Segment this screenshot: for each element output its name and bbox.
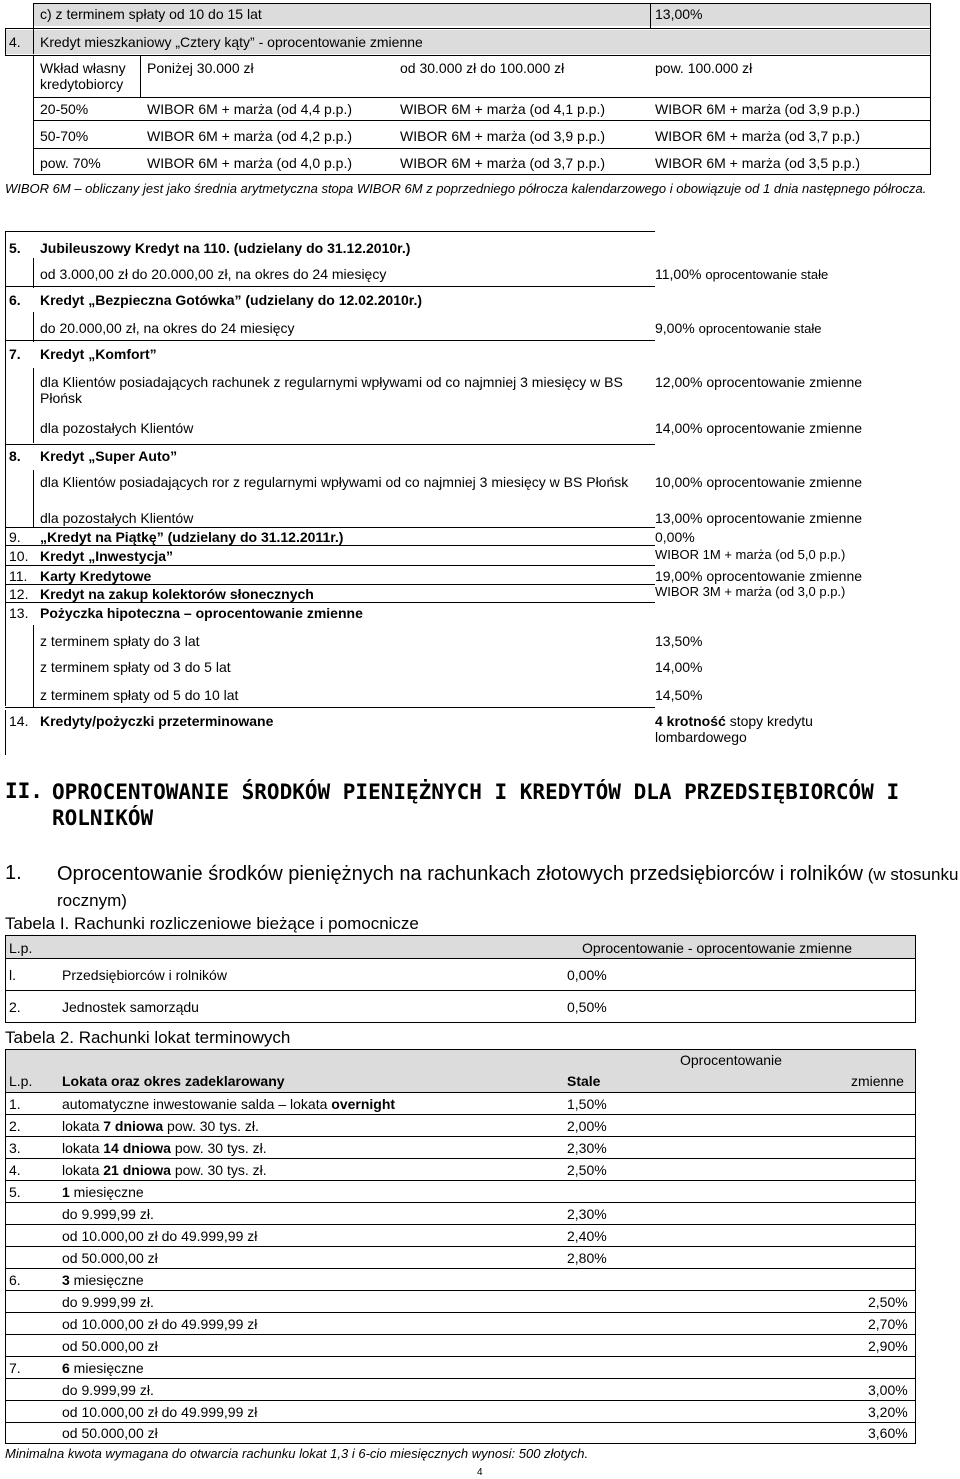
item7-rate1: 12,00% oprocentowanie zmienne	[655, 374, 863, 390]
wibor-note: WIBOR 6M – obliczany jest jako średnia arytmetyczna stopa WIBOR 6M z poprzedniego półrocza kalendarzowego i obowiązuje od 1 dnia następnego półrocza.	[5, 181, 927, 196]
tabela2-subrow-name: od 10.000,00 zł do 49.999,99 zł	[62, 1316, 258, 1332]
tabela2-row-lp: 1.	[9, 1096, 21, 1112]
tabela2-row-name-bold: 21 dniowa	[103, 1162, 171, 1178]
section2-number: II.	[5, 779, 43, 803]
tabela2-row-name	[62, 1096, 395, 1112]
tabela2-row-name-post: miesięczne	[69, 1184, 144, 1200]
tabela1-row-name: Jednostek samorządu	[62, 999, 199, 1015]
tabela2-subrow-fixed: 2,80%	[567, 1250, 607, 1266]
tabela2-row-name	[62, 1184, 144, 1200]
tabela2-subrow-var: 3,00%	[868, 1382, 908, 1398]
wibor-cell: WIBOR 6M + marża (od 3,9 p.p.)	[400, 128, 606, 144]
item7-rate2: 14,00% oprocentowanie zmienne	[655, 420, 863, 436]
tabela2-row-name-bold: 1	[62, 1184, 70, 1200]
item10-rate: WIBOR 1M + marża (od 5,0 p.p.)	[655, 547, 846, 562]
item9-number: 9.	[9, 529, 21, 545]
tabela2-subrow-var: 2,70%	[868, 1316, 908, 1332]
tabela2-row-lp: 7.	[9, 1360, 21, 1376]
tabela2-row-name-bold: 3	[62, 1272, 70, 1288]
wibor-cell: WIBOR 6M + marża (od 4,1 p.p.)	[400, 101, 606, 117]
item7-desc1: dla Klientów posiadających rachunek z regularnymi wpływami od co najmniej 3 miesięcy w BS Płońsk	[40, 374, 623, 407]
tabela2-row-name-pre: lokata	[62, 1118, 104, 1134]
wibor-row-label: pow. 70%	[40, 155, 101, 171]
tabela2-subrow-var: 3,60%	[868, 1425, 908, 1441]
tabela2-row-name-post: miesięczne	[69, 1272, 144, 1288]
subsection1-title-suffix: (w stosunku rocznym)	[57, 865, 959, 910]
tabela1-row-rate: 0,50%	[567, 999, 607, 1015]
item14-rate	[655, 713, 855, 745]
item14-rate-bold: 4 krotność	[655, 713, 726, 729]
tabela1-row-name: Przedsiębiorców i rolników	[62, 967, 227, 983]
tabela2-row-lp: 3.	[9, 1140, 21, 1156]
item10-title: Kredyt „Inwestycja”	[40, 548, 174, 564]
item5-title: Jubileuszowy Kredyt na 110. (udzielany do 31.12.2010r.)	[40, 240, 411, 256]
tabela2-subrow-name: od 50.000,00 zł	[62, 1425, 158, 1441]
tabela2-row-name	[62, 1272, 144, 1288]
tabela2-row-lp: 4.	[9, 1162, 21, 1178]
tabela2-subrow-name: do 9.999,99 zł.	[62, 1206, 154, 1222]
item4-number: 4.	[9, 34, 21, 50]
wibor-cell: WIBOR 6M + marża (od 3,5 p.p.)	[655, 155, 861, 171]
item14-number: 14.	[9, 713, 29, 729]
tabela2-title: Tabela 2. Rachunki lokat terminowych	[5, 1028, 291, 1047]
tabela2-row-name-bold: overnight	[331, 1096, 396, 1112]
tabela2-footnote: Minimalna kwota wymagana do otwarcia rachunku lokat 1,3 i 6-cio miesięcznych wynosi: 500 złotych.	[5, 1446, 589, 1461]
wibor-cell: WIBOR 6M + marża (od 4,0 p.p.)	[147, 155, 353, 171]
item13-desc: z terminem spłaty od 5 do 10 lat	[40, 687, 239, 703]
tabela2-row-name-pre: lokata	[62, 1162, 104, 1178]
item7-number: 7.	[9, 346, 21, 362]
tabela1-col-rate: Oprocentowanie - oprocentowanie zmienne	[582, 940, 853, 956]
item11-number: 11.	[9, 568, 28, 584]
tabela2-row-name	[62, 1162, 267, 1178]
tabela2-subrow-name: od 10.000,00 zł do 49.999,99 zł	[62, 1228, 258, 1244]
wibor-cell: WIBOR 6M + marża (od 3,7 p.p.)	[400, 155, 606, 171]
item14-title: Kredyty/pożyczki przeterminowane	[40, 713, 274, 729]
subsection1-title	[57, 862, 960, 914]
tabela2-row-name-post: pow. 30 tys. zł.	[170, 1140, 267, 1156]
tabela1-col-lp: L.p.	[9, 940, 33, 956]
item13-number: 13.	[9, 605, 29, 621]
item13-rate: 14,00%	[655, 659, 703, 675]
tabela2-subrow-fixed: 2,30%	[567, 1206, 607, 1222]
section2-title: OPROCENTOWANIE ŚRODKÓW PIENIĘŻNYCH I KREDYTÓW DLA PRZEDSIĘBIORCÓW I ROLNIKÓW	[52, 780, 900, 830]
item10-number: 10.	[9, 548, 29, 564]
tabela2-row-fixed: 2,50%	[567, 1162, 607, 1178]
item6-rate-type: oprocentowanie stałe	[698, 321, 822, 336]
item8-number: 8.	[9, 448, 21, 464]
tabela2-row-name-post: miesięczne	[69, 1360, 144, 1376]
tabela2-subrow-name: do 9.999,99 zł.	[62, 1294, 154, 1310]
c-row-label: c) z terminem spłaty od 10 do 15 lat	[40, 6, 262, 22]
wibor-cell: WIBOR 6M + marża (od 3,9 p.p.)	[655, 101, 861, 117]
item8-desc1: dla Klientów posiadających ror z regularnymi wpływami od co najmniej 3 miesięcy w BS Płońsk	[40, 474, 629, 490]
item14-rate-rest: stopy kredytu lombardowego	[655, 713, 813, 746]
item13-rate: 13,50%	[655, 633, 703, 649]
item8-desc2: dla pozostałych Klientów	[40, 510, 194, 526]
page-number: 4	[477, 1467, 483, 1478]
item11-title: Karty Kredytowe	[40, 568, 152, 584]
tabela2-col-lp: L.p.	[9, 1073, 33, 1089]
tabela2-row-lp: 2.	[9, 1118, 21, 1134]
wibor-header-own-contribution: Wkład własny kredytobiorcy	[40, 60, 126, 93]
tabela2-col-var: zmienne	[851, 1073, 904, 1089]
tabela2-subrow-name: do 9.999,99 zł.	[62, 1382, 154, 1398]
item13-title: Pożyczka hipoteczna – oprocentowanie zmienne	[40, 605, 363, 621]
tabela2-head-top: Oprocentowanie	[680, 1052, 782, 1068]
item5-rate-value: 11,00%	[655, 266, 702, 282]
wibor-header-col2: od 30.000 zł do 100.000 zł	[400, 60, 565, 76]
item13-desc: z terminem spłaty do 3 lat	[40, 633, 200, 649]
tabela2-row-name	[62, 1360, 144, 1376]
item12-title: Kredyt na zakup kolektorów słonecznych	[40, 586, 314, 602]
item5-rate-type: oprocentowanie stałe	[705, 267, 829, 282]
tabela2-col-fixed: Stale	[567, 1073, 601, 1089]
item5-number: 5.	[9, 240, 21, 256]
item13-rate: 14,50%	[655, 687, 703, 703]
item9-rate: 0,00%	[655, 529, 695, 545]
tabela2-row-name	[62, 1140, 267, 1156]
item8-rate1: 10,00% oprocentowanie zmienne	[655, 474, 863, 490]
tabela1-row-rate: 0,00%	[567, 967, 607, 983]
item5-desc: od 3.000,00 zł do 20.000,00 zł, na okres do 24 miesięcy	[40, 266, 387, 282]
tabela2-row-name	[62, 1118, 259, 1134]
tabela2-row-fixed: 2,30%	[567, 1140, 607, 1156]
tabela2-subrow-fixed: 2,40%	[567, 1228, 607, 1244]
tabela2-row-name-post: pow. 30 tys. zł.	[170, 1162, 267, 1178]
tabela2-row-name-bold: 14 dniowa	[103, 1140, 171, 1156]
tabela1-row-lp: l.	[9, 967, 16, 983]
tabela2-row-name-bold: 7 dniowa	[103, 1118, 164, 1134]
tabela2-subrow-name: od 50.000,00 zł	[62, 1338, 158, 1354]
item6-number: 6.	[9, 292, 21, 308]
item8-rate2: 13,00% oprocentowanie zmienne	[655, 510, 863, 526]
subsection1-title-main: Oprocentowanie środków pieniężnych na rachunkach złotowych przedsiębiorców i rolników	[57, 863, 863, 885]
item6-desc: do 20.000,00 zł, na okres do 24 miesięcy	[40, 320, 295, 336]
wibor-cell: WIBOR 6M + marża (od 4,2 p.p.)	[147, 128, 353, 144]
item11-rate: 19,00% oprocentowanie zmienne	[655, 568, 863, 584]
tabela2-row-name-pre: lokata	[62, 1140, 104, 1156]
tabela1-row-lp: 2.	[9, 999, 21, 1015]
tabela2-col-name: Lokata oraz okres zadeklarowany	[62, 1073, 285, 1089]
wibor-cell: WIBOR 6M + marża (od 4,4 p.p.)	[147, 101, 353, 117]
item9-title: „Kredyt na Piątkę” (udzielany do 31.12.2011r.)	[40, 529, 344, 545]
item7-desc2: dla pozostałych Klientów	[40, 420, 194, 436]
item12-number: 12.	[9, 586, 29, 602]
tabela2-row-name-pre: automatyczne inwestowanie salda – lokata	[62, 1096, 332, 1112]
wibor-header-col3: pow. 100.000 zł	[655, 60, 753, 76]
wibor-header-col1: Poniżej 30.000 zł	[147, 60, 254, 76]
wibor-cell: WIBOR 6M + marża (od 3,7 p.p.)	[655, 128, 861, 144]
tabela2-row-lp: 6.	[9, 1272, 21, 1288]
wibor-row-label: 50-70%	[40, 128, 89, 144]
tabela2-subrow-name: od 10.000,00 zł do 49.999,99 zł	[62, 1404, 258, 1420]
item6-rate	[655, 320, 821, 337]
tabela1-title: Tabela I. Rachunki rozliczeniowe bieżące i pomocnicze	[5, 914, 419, 933]
tabela2-row-name-post: pow. 30 tys. zł.	[163, 1118, 259, 1134]
subsection1-number: 1.	[5, 862, 22, 884]
item4-title: Kredyt mieszkaniowy „Cztery kąty” - oprocentowanie zmienne	[40, 34, 423, 50]
item7-title: Kredyt „Komfort”	[40, 346, 157, 362]
tabela2-subrow-var: 2,50%	[868, 1294, 908, 1310]
tabela2-subrow-var: 2,90%	[868, 1338, 908, 1354]
wibor-row-label: 20-50%	[40, 101, 89, 117]
item8-title: Kredyt „Super Auto”	[40, 448, 178, 464]
item12-rate: WIBOR 3M + marża (od 3,0 p.p.)	[655, 584, 846, 599]
item6-rate-value: 9,00%	[655, 320, 695, 336]
tabela2-subrow-var: 3,20%	[868, 1404, 908, 1420]
item5-rate	[655, 266, 828, 283]
tabela2-row-fixed: 2,00%	[567, 1118, 607, 1134]
tabela2-row-fixed: 1,50%	[567, 1096, 607, 1112]
tabela2-subrow-name: od 50.000,00 zł	[62, 1250, 158, 1266]
item6-title: Kredyt „Bezpieczna Gotówka” (udzielany do 12.02.2010r.)	[40, 292, 423, 308]
c-row-value: 13,00%	[655, 6, 703, 22]
tabela2-row-lp: 5.	[9, 1184, 21, 1200]
item13-desc: z terminem spłaty od 3 do 5 lat	[40, 659, 231, 675]
tabela2-row-name-bold: 6	[62, 1360, 70, 1376]
